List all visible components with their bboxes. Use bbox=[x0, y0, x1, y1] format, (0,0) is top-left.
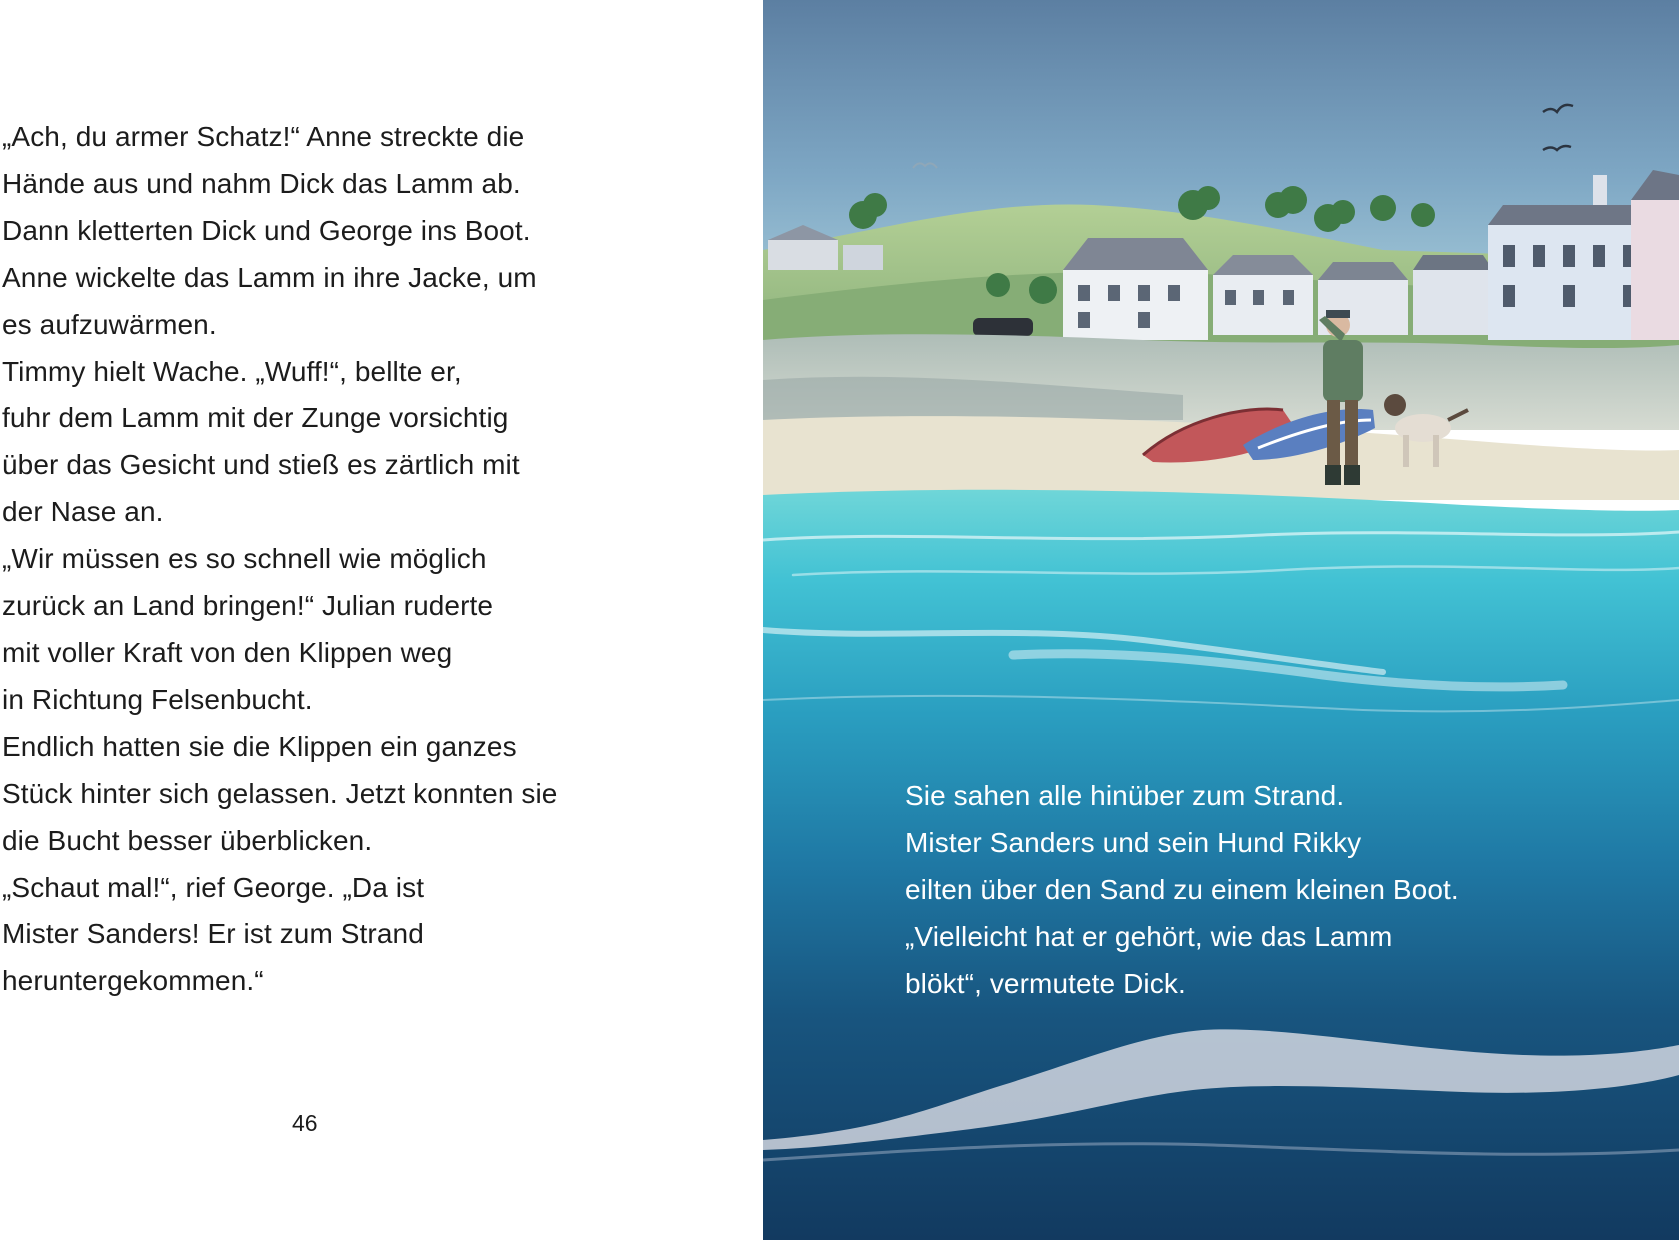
text-line: Dann kletterten Dick und George ins Boot. bbox=[2, 214, 531, 246]
left-page bbox=[0, 0, 763, 1240]
text-line: heruntergekommen.“ bbox=[2, 965, 264, 997]
text-line: Endlich hatten sie die Klippen ein ganzes bbox=[2, 730, 517, 762]
right-page-text bbox=[905, 773, 1459, 1008]
text-line: Timmy hielt Wache. „Wuff!“, bellte er, bbox=[2, 355, 462, 387]
text-line: „Wir müssen es so schnell wie möglich bbox=[2, 543, 487, 575]
text-line: Mister Sanders! Er ist zum Strand bbox=[2, 918, 424, 950]
car bbox=[973, 318, 1033, 336]
text-line: über das Gesicht und stieß es zärtlich mit bbox=[2, 449, 520, 481]
text-line: es aufzuwärmen. bbox=[2, 308, 217, 340]
text-line: der Nase an. bbox=[2, 496, 164, 528]
text-line: die Bucht besser überblicken. bbox=[2, 824, 373, 856]
text-line: „Ach, du armer Schatz!“ Anne streckte die bbox=[2, 121, 525, 152]
text-line: mit voller Kraft von den Klippen weg bbox=[2, 636, 453, 668]
text-line: fuhr dem Lamm mit der Zunge vorsichtig bbox=[2, 402, 509, 434]
text-line: zurück an Land bringen!“ Julian ruderte bbox=[2, 590, 494, 622]
text-line: „Vielleicht hat er gehört, wie das Lamm bbox=[905, 920, 1393, 952]
text-line: Mister Sanders und sein Hund Rikky bbox=[905, 826, 1362, 858]
right-page bbox=[763, 0, 1679, 1240]
beach-village-illustration bbox=[763, 0, 1679, 1240]
text-line: Sie sahen alle hinüber zum Strand. bbox=[905, 780, 1345, 811]
text-line: „Schaut mal!“, rief George. „Da ist bbox=[2, 871, 425, 903]
page-number: 46 bbox=[292, 1110, 318, 1136]
text-line: eilten über den Sand zu einem kleinen Boot. bbox=[905, 873, 1459, 905]
text-line: blökt“, vermutete Dick. bbox=[905, 967, 1186, 999]
text-line: in Richtung Felsenbucht. bbox=[2, 683, 313, 715]
text-line: Stück hinter sich gelassen. Jetzt konnten sie bbox=[2, 777, 558, 809]
left-page-text bbox=[2, 114, 557, 1005]
text-line: Anne wickelte das Lamm in ihre Jacke, um bbox=[2, 261, 537, 293]
text-line: Hände aus und nahm Dick das Lamm ab. bbox=[2, 167, 521, 199]
